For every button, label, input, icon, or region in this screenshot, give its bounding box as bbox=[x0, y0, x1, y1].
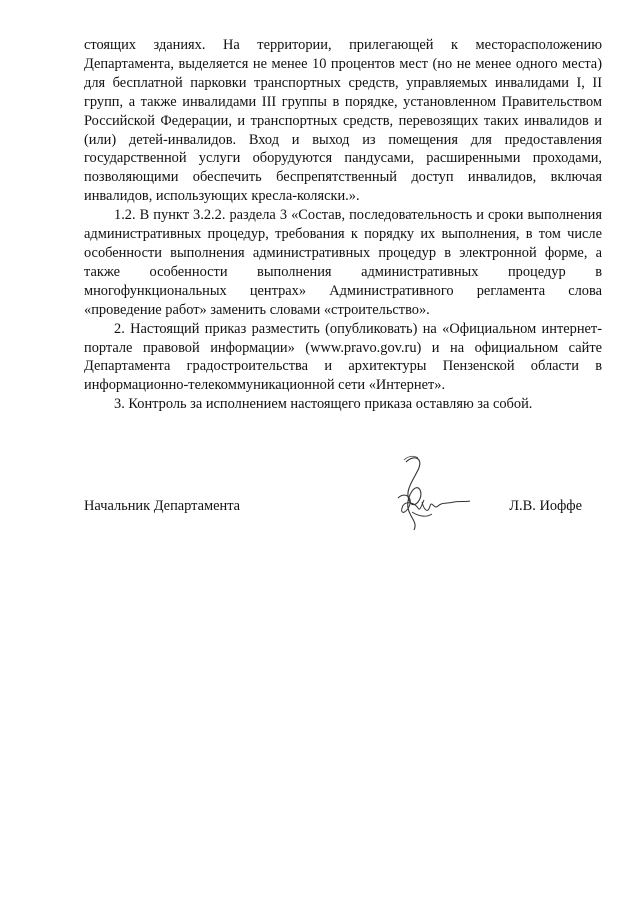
handwritten-signature bbox=[384, 452, 474, 540]
document-body bbox=[84, 36, 602, 414]
signatory-name: Л.В. Иоффе bbox=[509, 498, 582, 514]
signature-block bbox=[84, 497, 602, 519]
paragraph-continuation: стоящих зданиях. На территории, прилегающей к месторасположению Департамента, выделяется не менее 10 процентов мест (но не менее одного места) для бесплатной парковки транспортных средств, управляемых инвалидами I, II групп, а также инвалидами III группы в порядке, установленном Правительством Российской Федерации, и транспортных средств, перевозящих таких инвалидов и (или) детей-инвалидов. Вход и выход из помещения для предоставления государственной услуги оборудуются пандусами, расширенными проходами, позволяющими обеспечить беспрепятственный доступ инвалидов, включая инвалидов, использующих кресла-коляски.». bbox=[84, 37, 602, 205]
paragraph-item-3: 3. Контроль за исполнением настоящего приказа оставляю за собой. bbox=[114, 396, 533, 413]
paragraph-item-2: 2. Настоящий приказ разместить (опубликовать) на «Официальном интернет-портале правовой информации» (www.pravo.gov.ru) и на официальном сайте Департамента градостроительства и архитектуры Пензенской области в информационно-телекоммуникационной сети «Интернет». bbox=[84, 320, 602, 394]
paragraph-item-1-2: 1.2. В пункт 3.2.2. раздела 3 «Состав, последовательность и сроки выполнения административных процедур, требования к порядку их выполнения, в том числе особенности выполнения административных процедур в электронной форме, а также особенности выполнения административных процедур в многофункциональных центрах» Административного регламента слова «проведение работ» заменить словами «строительство». bbox=[84, 207, 602, 318]
signatory-position: Начальник Департамента bbox=[84, 498, 241, 514]
